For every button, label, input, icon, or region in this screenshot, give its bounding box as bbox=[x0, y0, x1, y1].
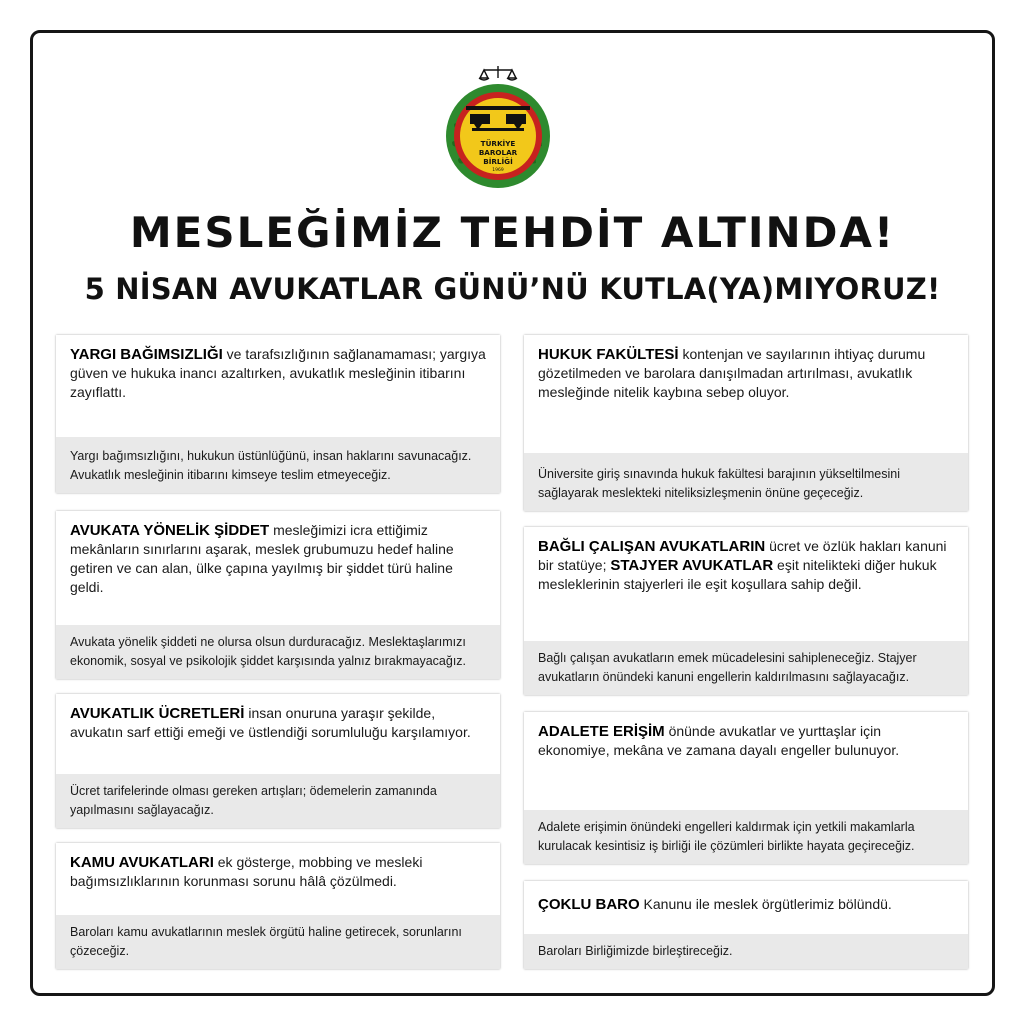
card-problem bbox=[56, 335, 500, 410]
logo-year: 1969 bbox=[492, 168, 504, 173]
card-pledge: Bağlı çalışan avukatların emek mücadelesini sahipleneceğiz. Stajyer avukatların önündeki kanuni engellerin kaldırılmasını sağlayacağız. bbox=[524, 641, 968, 695]
card-coklu-baro bbox=[524, 881, 968, 969]
card-pledge: Ücret tarifelerinde olması gereken artışları; ödemelerin zamanında yapılmasını sağlayacağız. bbox=[56, 774, 500, 828]
card-avukatlik-ucretleri bbox=[56, 694, 500, 828]
card-pledge: Avukata yönelik şiddeti ne olursa olsun durduracağız. Meslektaşlarımızı ekonomik, sosyal ve psikolojik şiddet karşısında yalnız bırakmayacağız. bbox=[56, 625, 500, 679]
card-problem bbox=[524, 335, 968, 410]
card-problem-text: ücret ve özlük hakları kanuni bir statüye; bbox=[538, 538, 947, 573]
card-heading: YARGI BAĞIMSIZLIĞI bbox=[70, 346, 223, 363]
card-problem-text: mesleğimizi icra ettiğimiz mekânların sınırlarını aşarak, meslek grubumuzu hedef haline getiren ve can alan, ülke çapına yayılmış bir şiddet türü haline geldi. bbox=[70, 522, 454, 595]
card-problem bbox=[524, 712, 968, 768]
logo-text-3: BİRLİĞİ bbox=[483, 157, 513, 166]
card-problem bbox=[56, 843, 500, 899]
card-pledge: Baroları kamu avukatlarının meslek örgütü haline getirecek, sorunlarını çözeceğiz. bbox=[56, 915, 500, 969]
card-problem-text-secondary: eşit nitelikteki diğer hukuk mesleklerinin stajyerleri ile eşit koşullara sahip değil. bbox=[538, 557, 937, 592]
card-pledge: Adalete erişimin önündeki engelleri kaldırmak için yetkili makamlarla kurulacak kesintisiz iş birliği ile çözümleri birlikte hayata geçireceğiz. bbox=[524, 810, 968, 864]
card-hukuk-fakultesi bbox=[524, 335, 968, 511]
logo-text-1: TÜRKİYE bbox=[480, 139, 516, 148]
card-problem-text: önünde avukatlar ve yurttaşlar için ekonomiye, mekâna ve zamana dayalı engeller bulunuyor. bbox=[538, 723, 900, 758]
card-heading: HUKUK FAKÜLTESİ bbox=[538, 346, 679, 363]
card-bagli-calisan-avukatlar bbox=[524, 527, 968, 695]
card-problem bbox=[56, 511, 500, 605]
card-problem-text: ek gösterge, mobbing ve mesleki bağımsızlıklarının korunması sorunu hâlâ çözülmedi. bbox=[70, 854, 423, 889]
card-heading: AVUKATA YÖNELİK ŞİDDET bbox=[70, 522, 270, 539]
card-problem bbox=[524, 527, 968, 602]
card-problem-text: insan onuruna yaraşır şekilde, avukatın sarf ettiği emeği ve üstlendiği sorumluluğu karşılamıyor. bbox=[70, 705, 471, 740]
sub-title: 5 NİSAN AVUKATLAR GÜNÜ’NÜ KUTLA(YA)MIYORUZ! bbox=[84, 272, 941, 306]
card-pledge: Yargı bağımsızlığını, hukukun üstünlüğünü, insan haklarını savunacağız. Avukatlık mesleğinin itibarını kimseye teslim etmeyeceğiz. bbox=[56, 437, 500, 493]
card-problem-text: Kanunu ile meslek örgütlerimiz bölündü. bbox=[639, 896, 892, 912]
card-adalete-erisim bbox=[524, 712, 968, 864]
card-heading: BAĞLI ÇALIŞAN AVUKATLARIN bbox=[538, 538, 766, 555]
card-heading: ADALETE ERİŞİM bbox=[538, 723, 665, 740]
card-kamu-avukatlari bbox=[56, 843, 500, 969]
main-title: MESLEĞİMİZ TEHDİT ALTINDA! bbox=[129, 208, 896, 257]
card-heading: ÇOKLU BARO bbox=[538, 896, 640, 913]
card-problem bbox=[524, 881, 968, 922]
card-problem-text: kontenjan ve sayılarının ihtiyaç durumu gözetilmeden ve barolara danışılmadan artırılması, avukatlık mesleğinde nitelik kaybına sebep oluyor. bbox=[538, 346, 926, 400]
card-problem bbox=[56, 694, 500, 750]
card-heading: KAMU AVUKATLARI bbox=[70, 854, 214, 871]
card-heading-secondary: STAJYER AVUKATLAR bbox=[610, 557, 774, 574]
logo-text-2: BAROLAR bbox=[478, 148, 518, 157]
card-yargi-bagimsizligi bbox=[56, 335, 500, 493]
card-pledge: Üniversite giriş sınavında hukuk fakültesi barajının yükseltilmesini sağlayarak meslekteki niteliksizleşmenin önüne geçeceğiz. bbox=[524, 453, 968, 511]
turkiye-barolar-birligi-logo bbox=[444, 64, 552, 194]
card-problem-text: ve tarafsızlığının sağlanamaması; yargıya güven ve hukuka inancı azaltırken, avukatlık mesleğinin itibarını zayıflattı. bbox=[70, 346, 486, 400]
card-avukata-yonelik-siddet bbox=[56, 511, 500, 679]
scales-icon bbox=[479, 66, 517, 80]
card-pledge: Baroları Birliğimizde birleştireceğiz. bbox=[524, 934, 968, 969]
card-heading: AVUKATLIK ÜCRETLERİ bbox=[70, 705, 245, 722]
